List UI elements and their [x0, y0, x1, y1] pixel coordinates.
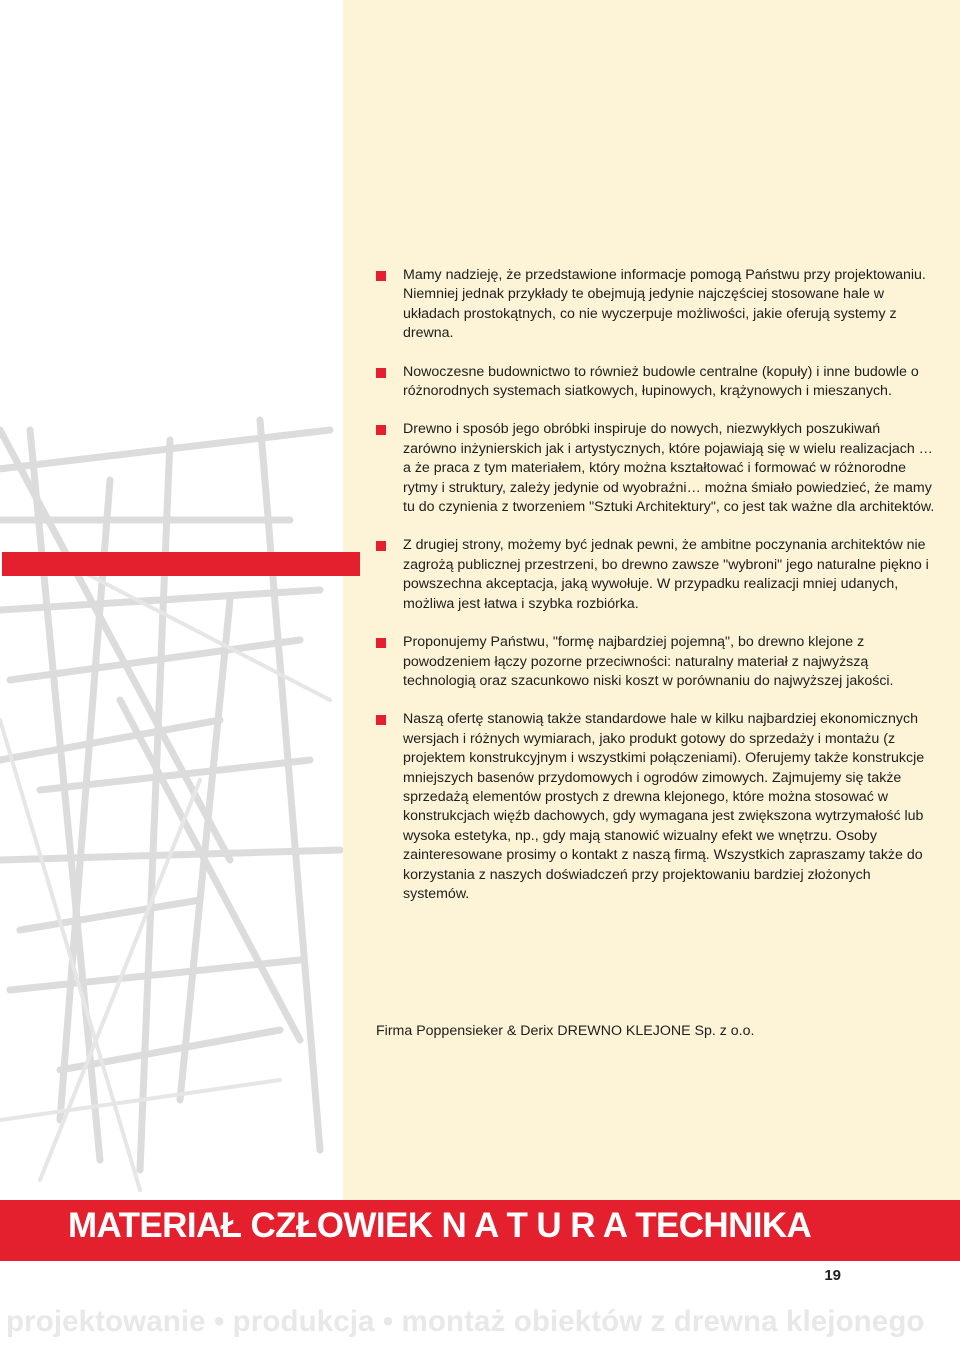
- bullet-text: Z drugiej strony, możemy być jednak pewni, że ambitne poczynania architektów nie zagrożą publicznej przestrzeni, bo drewno zawsze "wybroni" jego naturalne piękno i powszechna akceptacja, jaką wywołuje. W przypadku realizacji mniej udanych, możliwa jest łatwa i szybka rozbiórka.: [403, 537, 929, 612]
- list-item: [376, 710, 936, 904]
- red-accent-bar: [2, 552, 360, 576]
- bullet-list: [376, 266, 936, 923]
- page-number: 19: [824, 1267, 841, 1284]
- list-item: [376, 633, 936, 691]
- bullet-square-icon: [376, 715, 386, 725]
- list-item: [376, 536, 936, 614]
- bullet-square-icon: [376, 638, 386, 648]
- bullet-text: Mamy nadzieję, że przedstawione informacje pomogą Państwu przy projektowaniu. Niemniej jednak przykłady te obejmują jedynie najczęściej stosowane hale w układach prostokątnych, co nie wyczerpuje możliwości, jakie oferują systemy z drewna.: [403, 267, 926, 342]
- footer-tagline: projektowanie • produkcja • montaż obiektów z drewna klejonego: [6, 1305, 925, 1338]
- bullet-text: Proponujemy Państwu, "formę najbardziej pojemną", bo drewno klejone z powodzeniem łączy pozorne przeciwności: naturalny materiał z najwyższą technologią oraz szacunkowo niski koszt w porównaniu do najwyższej jakości.: [403, 634, 894, 689]
- bullet-square-icon: [376, 271, 386, 281]
- list-item: [376, 266, 936, 344]
- bullet-text: Naszą ofertę stanowią także standardowe hale w kilku najbardziej ekonomicznych wersjach i różnych wymiarach, jako produkt gotowy do sprzedaży i montażu (z projektem konstrukcyjnym i wszystkimi połączeniami). Oferujemy także konstrukcje mniejszych basenów przydomowych i ogrodów zimowych. Zajmujemy się także sprzedażą elementów prostych z drewna klejonego, które można stosować w konstrukcjach więźb dachowych, gdy wymagana jest zwiększona wytrzymałość lub wysoka estetyka, np., gdy mają stanowić wizualny efekt we wnętrzu. Osoby zainteresowane prosimy o kontakt z naszą firmą. Wszystkich zapraszamy także do korzystania z naszych doświadczeń przy projektowaniu bardziej złożonych systemów.: [403, 711, 925, 902]
- bullet-square-icon: [376, 368, 386, 378]
- list-item: [376, 420, 936, 517]
- list-item: [376, 363, 936, 402]
- bullet-square-icon: [376, 425, 386, 435]
- decorative-grid-sketch: [0, 0, 343, 1200]
- banner-title: MATERIAŁ CZŁOWIEK N A T U R A TECHNIKA: [68, 1206, 812, 1245]
- company-signature: Firma Poppensieker & Derix DREWNO KLEJONE Sp. z o.o.: [376, 1023, 755, 1039]
- bullet-square-icon: [376, 541, 386, 551]
- bullet-text: Drewno i sposób jego obróbki inspiruje do nowych, niezwykłych poszukiwań zarówno inżynierskich jak i artystycznych, które pojawiają się w wielu realizacjach …a że praca z tym materiałem, który można kształtować i formować w różnorodne rytmy i struktury, zależy jedynie od wyobraźni… można śmiało powiedzieć, że mamy tu do czynienia z tworzeniem "Sztuki Architektury", co jest tak ważne dla architektów.: [403, 421, 935, 516]
- bullet-text: Nowoczesne budownictwo to również budowle centralne (kopuły) i inne budowle o różnorodnych systemach siatkowych, łupinowych, krążynowych i mieszanych.: [403, 363, 919, 400]
